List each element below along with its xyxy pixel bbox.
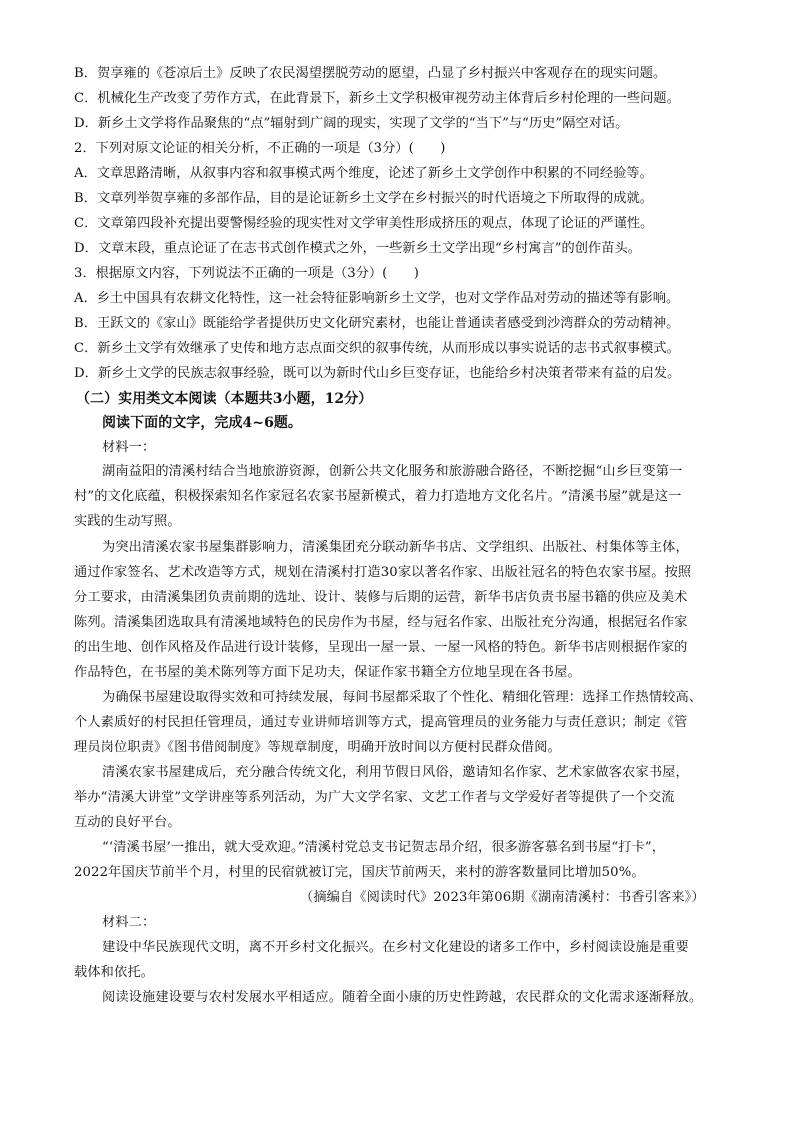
material1-line: 湖南益阳的清溪村结合当地旅游资源，创新公共文化服务和旅游融合路径，不断挖掘“山乡巨变第一	[102, 464, 683, 479]
material1-source: （摘编自《阅读时代》2023年第06期《湖南清溪村：书香引客来》）	[300, 890, 705, 905]
q3-option-c: C．新乡土文学有效继承了史传和地方志点面交织的叙事传统，从而形成以事实说话的志书式叙事模式。	[74, 341, 680, 356]
material1-line: 互动的良好平台。	[74, 815, 181, 830]
material1-line: 2022年国庆节前半个月，村里的民宿就被订完，国庆节前两天，来村的游客数量同比增加50%。	[74, 865, 645, 880]
q1-option-d: D．新乡土文学将作品聚焦的“点”辐射到广阔的现实，实现了文学的“当下”与“历史”隔空对话。	[74, 116, 629, 131]
material1-line: 村”的文化底蕴，积极探索知名作家冠名农家书屋新模式，着力打造地方文化名片。“清溪书屋”就是这一	[74, 489, 682, 504]
material1-line: 作品特色，在书屋的美术陈列等方面下足功夫，保证作家书籍全方位地呈现在各书屋。	[74, 665, 581, 680]
material1-line: 实践的生动写照。	[74, 514, 181, 529]
material1-line: 理员岗位职责》《图书借阅制度》等规章制度，明确开放时间以方便村民群众借阅。	[74, 740, 561, 755]
q2-option-d: D．文章末段，重点论证了在志书式创作模式之外，一些新乡土文学出现“乡村寓言”的创作苗头。	[74, 241, 641, 256]
material1-line: 清溪农家书屋建成后，充分融合传统文化，利用节假日风俗，邀请知名作家、艺术家做客农家书屋，	[102, 765, 689, 780]
material2-line: 载体和依托。	[74, 965, 155, 980]
material1-line: “‘清溪书屋’一推出，就大受欢迎。”清溪村党总支书记贺志昂介绍，很多游客慕名到书屋“打卡”，	[102, 840, 666, 855]
q1-option-b: B．贺享雍的《苍凉后土》反映了农民渴望摆脱劳动的愿望，凸显了乡村振兴中客观存在的现实问题。	[74, 66, 667, 81]
material2-line: 阅读设施建设要与农村发展水平相适应。随着全面小康的历史性跨越，农民群众的文化需求逐渐释放。	[102, 990, 703, 1005]
q3-stem: 3．根据原文内容，下列说法不正确的一项是（3分）( )	[74, 266, 419, 281]
material1-line: 举办“清溪大讲堂”文学讲座等系列活动，为广大文学名家、文艺工作者与文学爱好者等提供了一个交流	[74, 790, 675, 805]
material1-label: 材料一：	[102, 440, 156, 455]
q3-option-a: A．乡土中国具有农耕文化特性，这一社会特征影响新乡土文学，也对文学作品对劳动的描述等有影响。	[74, 291, 680, 306]
q3-option-b: B．王跃文的《家山》既能给学者提供历史文化研究素材，也能让普通读者感受到沙湾群众的劳动精神。	[74, 316, 680, 331]
material1-line: 为确保书屋建设取得实效和可持续发展，每间书屋都采取了个性化、精细化管理：选择工作热情较高、	[102, 690, 703, 705]
material2-label: 材料二：	[102, 915, 156, 930]
q2-stem: 2．下列对原文论证的相关分析，不正确的一项是（3分）( )	[74, 141, 446, 156]
material1-line: 通过作家签名、艺术改造等方式，规划在清溪村打造30家以著名作家、出版社冠名的特色农家书屋。按照	[74, 565, 692, 580]
q2-option-c: C．文章第四段补充提出要警惕经验的现实性对文学审美性形成挤压的观点，体现了论证的严谨性。	[74, 216, 654, 231]
material2-line: 建设中华民族现代文明，离不开乡村文化振兴。在乡村文化建设的诸多工作中，乡村阅读设施是重要	[102, 940, 689, 955]
material1-line: 分工要求，由清溪集团负责前期的选址、设计、装修与后期的运营，新华书店负责书屋书籍的供应及美术	[74, 590, 688, 605]
q3-option-d: D．新乡土文学的民族志叙事经验，既可以为新时代山乡巨变存证，也能给乡村决策者带来有益的启发。	[74, 366, 681, 381]
material1-line: 的出生地、创作风格及作品进行设计装修，呈现出一屋一景、一屋一风格的特色。新华书店则根据作家的	[74, 640, 688, 655]
q2-option-b: B．文章列举贺享雍的多部作品，目的是论证新乡土文学在乡村振兴的时代语境之下所取得的成就。	[74, 191, 653, 206]
section-heading: （二）实用类文本阅读（本题共3小题，12分）	[76, 391, 373, 407]
section-instruction: 阅读下面的文字，完成4~6题。	[102, 415, 302, 431]
material1-line: 个人素质好的村民担任管理员，通过专业讲师培训等方式，提高管理员的业务能力与责任意识；制定《管	[74, 715, 688, 730]
material1-line: 为突出清溪农家书屋集群影响力，清溪集团充分联动新华书店、文学组织、出版社、村集体等主体，	[102, 540, 689, 555]
material1-line: 陈列。清溪集团选取具有清溪地域特色的民房作为书屋，经与冠名作家、出版社充分沟通，根据冠名作家	[74, 615, 688, 630]
q2-option-a: A．文章思路清晰，从叙事内容和叙事模式两个维度，论述了新乡土文学创作中积累的不同经验等。	[74, 166, 653, 181]
q1-option-c: C．机械化生产改变了劳作方式，在此背景下，新乡土文学积极审视劳动主体背后乡村伦理的一些问题。	[74, 91, 680, 106]
